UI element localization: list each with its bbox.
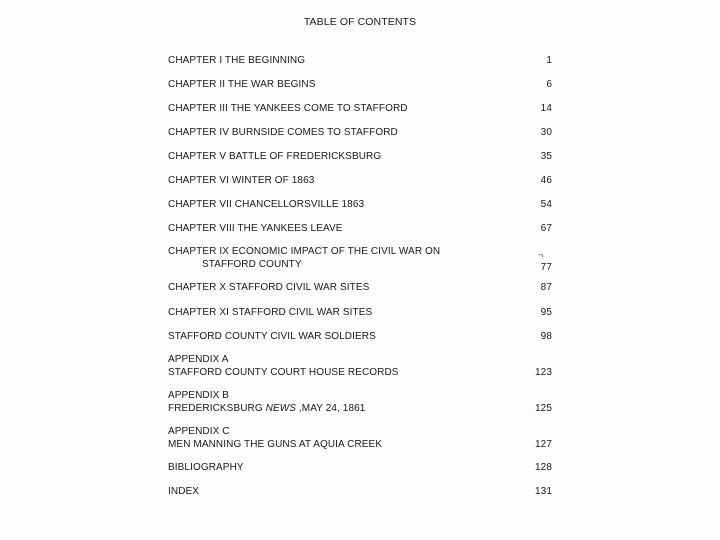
toc-entry-text: FREDERICKSBURG xyxy=(168,403,266,414)
toc-page-number: 6 xyxy=(546,79,552,90)
toc-entry-title: CHAPTER VI WINTER OF 1863 xyxy=(168,175,315,186)
toc-entry xyxy=(168,54,552,67)
toc-entry xyxy=(168,485,552,498)
toc-page-number: 131 xyxy=(535,486,552,497)
toc-page-number: 128 xyxy=(535,462,552,473)
toc-entry-text: ,MAY 24, 1861 xyxy=(296,403,366,414)
toc-page-number: 127 xyxy=(535,439,552,450)
toc-entry xyxy=(168,78,552,91)
toc-entry-title: APPENDIX A xyxy=(168,354,229,365)
toc-entry-title: INDEX xyxy=(168,486,200,497)
toc-entry xyxy=(168,198,552,211)
toc-page-number: 123 xyxy=(535,367,552,378)
toc-entry xyxy=(168,222,552,235)
toc-entry-title: CHAPTER VII CHANCELLORSVILLE 1863 xyxy=(168,199,365,210)
toc-page-number: 98 xyxy=(540,331,552,342)
toc-page-number: 30 xyxy=(540,127,552,138)
toc-entry xyxy=(168,389,552,415)
toc-entry-title: CHAPTER V BATTLE OF FREDERICKSBURG xyxy=(168,151,382,162)
toc-entry-title: CHAPTER III THE YANKEES COME TO STAFFORD xyxy=(168,103,408,114)
toc-page-number: 46 xyxy=(540,175,552,186)
toc-entry xyxy=(168,102,552,115)
toc-page-number: 95 xyxy=(540,307,552,318)
toc-entry xyxy=(168,126,552,139)
toc-page-number: 54 xyxy=(540,199,552,210)
toc-page-number: 35 xyxy=(540,151,552,162)
toc-entry-title: STAFFORD COUNTY CIVIL WAR SOLDIERS xyxy=(168,331,376,342)
toc-entry xyxy=(168,306,552,319)
toc-entry-title: CHAPTER X STAFFORD CIVIL WAR SITES xyxy=(168,282,370,293)
toc-entry-title: CHAPTER VIII THE YANKEES LEAVE xyxy=(168,223,343,234)
toc-entry xyxy=(168,281,552,294)
toc-entry-title-continued: MEN MANNING THE GUNS AT AQUIA CREEK xyxy=(168,439,383,450)
toc-entry-title-continued: STAFFORD COUNTY COURT HOUSE RECORDS xyxy=(168,367,399,378)
toc-entry xyxy=(168,425,552,451)
toc-entry-title: CHAPTER I THE BEGINNING xyxy=(168,55,306,66)
toc-entry xyxy=(168,330,552,343)
toc-entry-title: CHAPTER IV BURNSIDE COMES TO STAFFORD xyxy=(168,127,398,138)
toc-entry xyxy=(168,461,552,474)
toc-page-number: 1 xyxy=(546,55,552,66)
toc-entry xyxy=(168,150,552,163)
toc-entry-title: CHAPTER XI STAFFORD CIVIL WAR SITES xyxy=(168,307,373,318)
page-title: TABLE OF CONTENTS xyxy=(303,16,417,28)
toc-entry xyxy=(168,353,552,379)
toc-page-number: 14 xyxy=(540,103,552,114)
toc-entry-title-continued: STAFFORD COUNTY xyxy=(202,259,302,270)
toc-entry-italic-text: NEWS xyxy=(265,403,297,414)
toc-page-number: 67 xyxy=(540,223,552,234)
toc-page-number: 125 xyxy=(535,403,552,414)
toc-entry-title: APPENDIX C xyxy=(168,426,230,437)
toc-entry xyxy=(168,174,552,187)
toc-entry-title: CHAPTER IX ECONOMIC IMPACT OF THE CIVIL WAR ON xyxy=(168,246,441,257)
toc-page-number: 77 xyxy=(540,262,552,273)
pen-mark: ¬ xyxy=(538,250,544,260)
toc-entry-title: APPENDIX B xyxy=(168,390,230,401)
toc-page-number: 87 xyxy=(540,282,552,293)
toc-entry-title-continued xyxy=(168,402,552,415)
toc-entry-title: BIBLIOGRAPHY xyxy=(168,462,244,473)
toc-entry xyxy=(168,245,552,271)
toc-entry-title: CHAPTER II THE WAR BEGINS xyxy=(168,79,316,90)
